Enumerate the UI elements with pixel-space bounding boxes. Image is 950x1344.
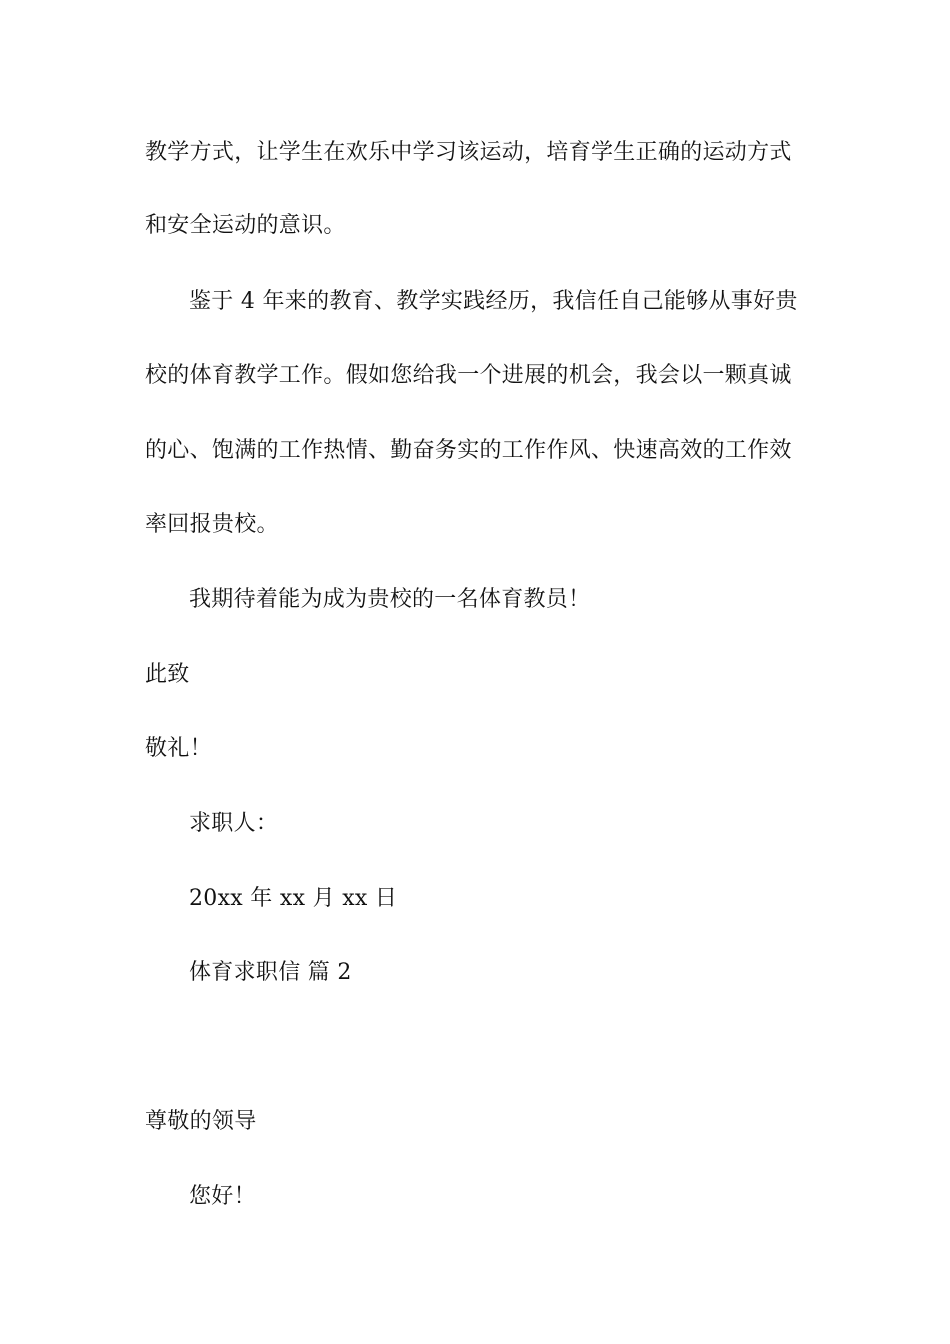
closing-wish: 我期待着能为成为贵校的一名体育教员！ <box>189 587 591 612</box>
letter-date: 20xx 年 xx 月 xx 日 <box>189 886 398 911</box>
greeting-recipient: 尊敬的领导 <box>145 1109 257 1134</box>
salutation-jingli: 敬礼！ <box>145 736 212 761</box>
applicant-label: 求职人： <box>189 811 279 836</box>
paragraph-line-4: 校的体育教学工作。假如您给我一个进展的机会，我会以一颗真诚 <box>145 363 792 388</box>
paragraph-line-5: 的心、饱满的工作热情、勤奋务实的工作作风、快速高效的工作效 <box>145 438 792 463</box>
salutation-cizhi: 此致 <box>145 662 190 687</box>
paragraph-line-6: 率回报贵校。 <box>145 512 279 537</box>
paragraph-line-2: 和安全运动的意识。 <box>145 213 346 238</box>
section-title: 体育求职信 篇 2 <box>189 960 352 985</box>
greeting-hello: 您好！ <box>189 1184 256 1209</box>
paragraph-line-1: 教学方式，让学生在欢乐中学习该运动，培育学生正确的运动方式 <box>145 140 792 165</box>
paragraph-line-3: 鉴于 4 年来的教育、教学实践经历，我信任自己能够从事好贵 <box>189 289 798 314</box>
